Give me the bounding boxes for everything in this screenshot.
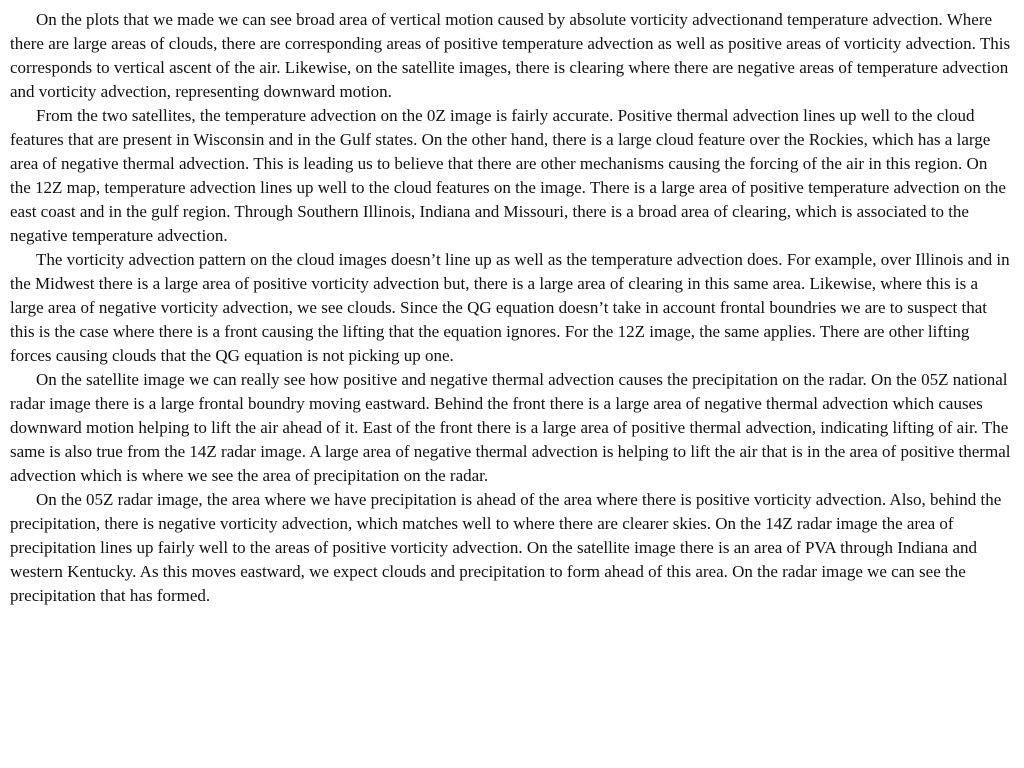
paragraph-3: The vorticity advection pattern on the cloud images doesn’t line up as well as the temperature advection does. For example, over Illinois and in the Midwest there is a large area of positive vorticity advection but, there is a large area of clearing in this same area. Likewise, where this is a large area of negative vorticity advection, we see clouds. Since the QG equation doesn’t take in account frontal boundries we are to suspect that this is the case where there is a front causing the lifting that the equation ignores. For the 12Z image, the same applies. There are other lifting forces causing clouds that the QG equation is not picking up one. xyxy=(10,250,1010,365)
paragraph-5: On the 05Z radar image, the area where we have precipitation is ahead of the area where there is positive vorticity advection. Also, behind the precipitation, there is negative vorticity advection, which matches well to where there are clearer skies. On the 14Z radar image the area of precipitation lines up fairly well to the areas of positive vorticity advection. On the satellite image there is an area of PVA through Indiana and western Kentucky. As this moves eastward, we expect clouds and precipitation to form ahead of this area. On the radar image we can see the precipitation that has formed. xyxy=(10,490,1002,605)
paragraph-1: On the plots that we made we can see broad area of vertical motion caused by absolute vorticity advectionand temperature advection. Where there are large areas of clouds, there are corresponding areas of positive temperature advection as well as positive areas of vorticity advection. This corresponds to vertical ascent of the air. Likewise, on the satellite images, there is clearing where there are negative areas of temperature advection and vorticity advection, representing downward motion. xyxy=(10,10,1011,101)
paragraph-4: On the satellite image we can really see how positive and negative thermal advection causes the precipitation on the radar. On the 05Z national radar image there is a large frontal boundry moving eastward. Behind the front there is a large area of negative thermal advection which causes downward motion helping to lift the air ahead of it. East of the front there is a large area of positive thermal advection, indicating lifting of air. The same is also true from the 14Z radar image. A large area of negative thermal advection is helping to lift the air that is in the area of positive thermal advection which is where we see the area of precipitation on the radar. xyxy=(10,370,1011,485)
paragraph-2: From the two satellites, the temperature advection on the 0Z image is fairly accurate. Positive thermal advection lines up well to the cloud features that are present in Wisconsin and in the Gulf states. On the other hand, there is a large cloud feature over the Rockies, which has a large area of negative thermal advection. This is leading us to believe that there are other mechanisms causing the forcing of the air in this region. On the 12Z map, temperature advection lines up well to the cloud features on the image. There is a large area of positive temperature advection on the east coast and in the gulf region. Through Southern Illinois, Indiana and Missouri, there is a broad area of clearing, which is associated to the negative temperature advection. xyxy=(10,106,1006,245)
document-page xyxy=(10,8,1012,608)
